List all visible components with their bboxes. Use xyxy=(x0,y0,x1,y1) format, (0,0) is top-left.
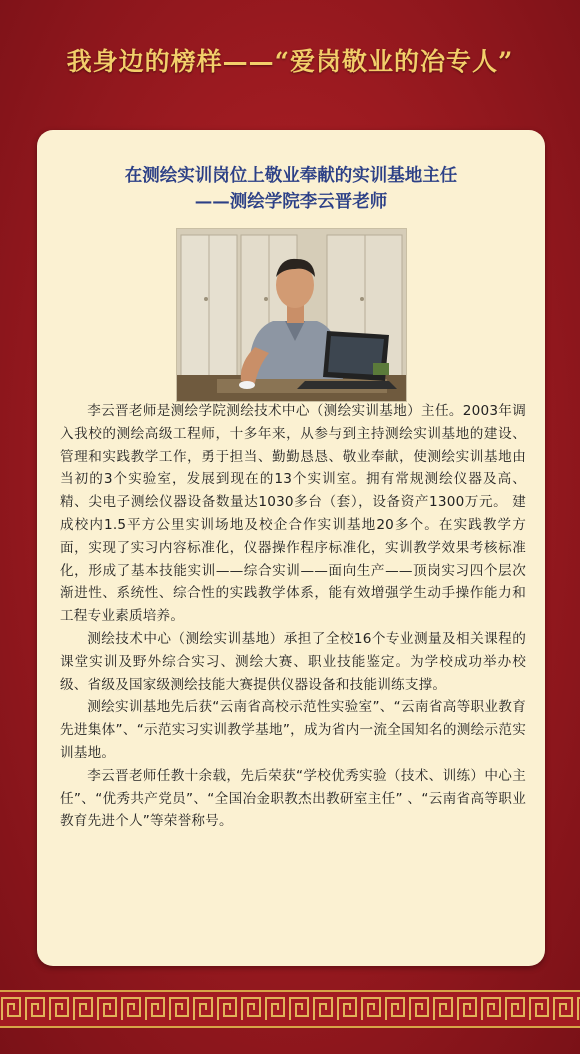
bio-paragraph: 测绘技术中心（测绘实训基地）承担了全校16个专业测量及相关课程的课堂实训及野外综合实习、测绘大赛、职业技能鉴定。为学校成功举办校级、省级及国家级测绘技能大赛提供仪器设备和技能训练支撑。 xyxy=(60,630,526,693)
decorative-border xyxy=(0,990,580,1028)
bio-paragraph: 李云晋老师是测绘学院测绘技术中心（测绘实训基地）主任。2003年调入我校的测绘高级工程师，十多年来，从参与到主持测绘实训基地的建设、管理和实践教学工作，勇于担当、勤勤恳恳、敬业奉献，使测绘实训基地由当初的3个实验室，发展到现在的13个实训室。拥有常规测绘仪器及高、精、尖电子测绘仪器设备数量达1030多台（套），设备资产1300万元。 建成校内1.5平方公里实训场地及校企合作实训基地20多个。在实践教学方面，实现了实习内容标准化，仪器操作程序标准化，实训教学效果考核标准化，形成了基本技能实训——综合实训——面向生产——顶岗实习四个层次渐进性、系统性、综合性的实践教学体系，能有效增强学生动手操作能力和工程专业素质培养。 xyxy=(60,403,526,625)
teacher-photo-illustration xyxy=(177,229,406,401)
bio-paragraph: 测绘实训基地先后获“云南省高校示范性实验室”、“云南省高等职业教育先进集体”、“示范实习实训教学基地”，成为省内一流全国知名的测绘示范实训基地。 xyxy=(60,699,526,761)
profile-card xyxy=(37,130,545,966)
bio-text xyxy=(60,400,526,833)
card-title-main: 在测绘实训岗位上敬业奉献的实训基地主任 xyxy=(124,166,458,186)
fret-pattern-icon xyxy=(0,992,580,1026)
poster-header-title: 我身边的榜样——“爱岗敬业的冶专人” xyxy=(66,47,514,76)
bio-paragraph: 李云晋老师任教十余载，先后荣获“学校优秀实验（技术、训练）中心主任”、“优秀共产党员”、“全国冶金职教杰出教研室主任” 、“云南省高等职业教育先进个人”等荣誉称号。 xyxy=(60,767,526,830)
teacher-photo xyxy=(176,228,407,402)
card-title-subtitle: ——测绘学院李云晋老师 xyxy=(194,192,388,212)
